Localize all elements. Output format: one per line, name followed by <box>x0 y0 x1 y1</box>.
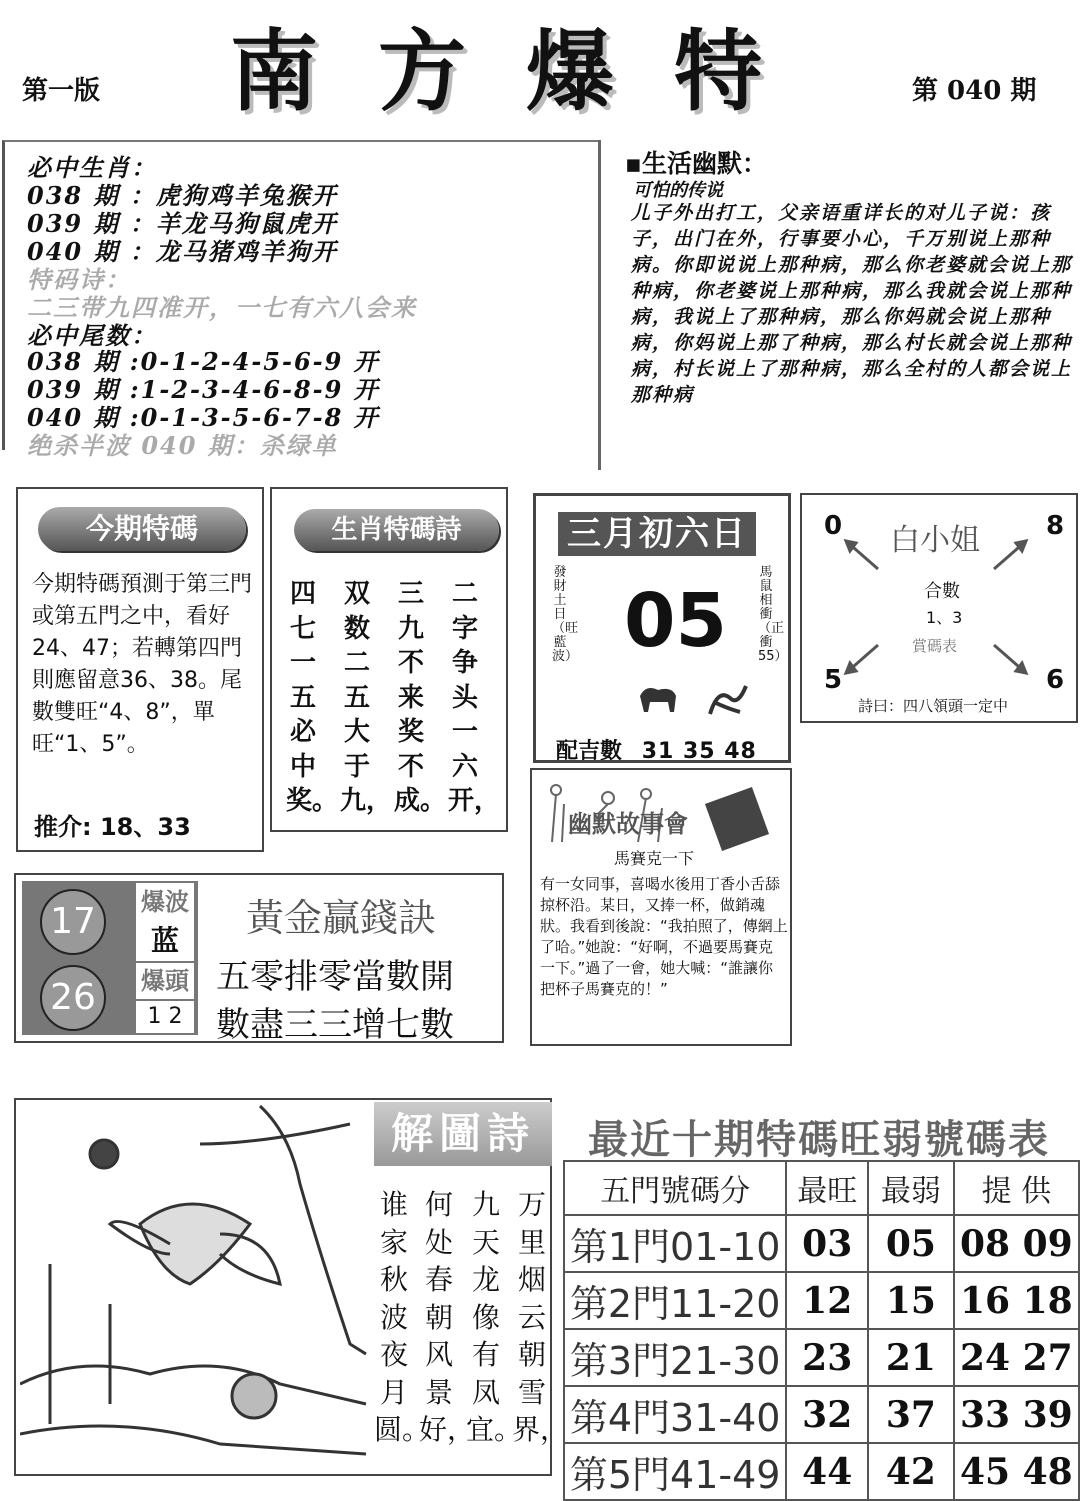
page-title: 南方爆特 <box>230 19 823 123</box>
kill-line: 绝杀半波 040 期：杀绿单 <box>27 431 338 460</box>
table-header: 最弱 <box>868 1161 954 1215</box>
table-header-row <box>564 1161 1079 1215</box>
cold-cell: 37 <box>868 1386 954 1443</box>
tail-line: 040 期 :0-1-3-5-6-7-8 开 <box>27 403 380 432</box>
zodiac-line: 038 期 ：虎狗鸡羊兔猴开 <box>27 181 338 210</box>
humor-subtitle: 可怕的传说 <box>633 180 723 201</box>
table-row <box>564 1386 1079 1443</box>
edition-label: 第一版 <box>22 76 101 106</box>
corner-number: 5 <box>824 665 843 695</box>
calendar-panel <box>533 493 791 763</box>
cold-cell: 05 <box>868 1215 954 1272</box>
head-value: 1 2 <box>136 1001 194 1033</box>
zodiac-line: 040 期 ：龙马猪鸡羊狗开 <box>27 237 338 266</box>
image-poem-panel <box>14 1098 569 1476</box>
gate-cell: 第5門41-49 <box>564 1443 786 1500</box>
miss-bai-panel <box>800 493 1078 723</box>
calendar-day: 05 <box>624 578 727 664</box>
wave-tag: 爆波 <box>136 883 194 921</box>
gold-title: 黃金贏錢訣 <box>246 896 437 940</box>
hot-cell: 23 <box>786 1329 868 1386</box>
lucky-numbers <box>556 734 757 765</box>
table-header: 最旺 <box>786 1161 868 1215</box>
sum-value: 1、3 <box>926 608 963 627</box>
story-text: 有一女同事，喜喝水後用丁香小舌舔掠杯沿。某日，又捧一杯，做銷魂狀。我看到後說：“我拍照了，傳網上了哈。”她說：“好啊，不過要馬賽克一下。”過了一會，她大喊：“誰讓你把杯子馬賽克的！” <box>540 875 788 998</box>
provide-cell: 33 39 <box>954 1386 1079 1443</box>
image-poem-title: 解圖詩 <box>374 1102 552 1166</box>
recommendation <box>34 807 191 842</box>
rec-value: 18、33 <box>99 813 191 841</box>
table-header: 五門號碼分 <box>564 1161 786 1215</box>
cold-cell: 15 <box>868 1272 954 1329</box>
sum-label: 合數 <box>924 581 960 602</box>
gold-panel <box>14 873 504 1043</box>
prediction-text: 今期特碼預測于第三門或第五門之中，看好24、47；若轉第四門則應留意36、38。尾數雙旺“4、8”，單旺“1、5”。 <box>32 572 253 757</box>
prediction-panel <box>16 487 264 852</box>
poem-column: 双数二五大于九， <box>340 579 393 816</box>
story-subtitle: 馬賽克一下 <box>614 849 695 868</box>
poem-column: 四七一五必中奖。 <box>286 579 339 816</box>
gold-line: 五零排零當數開 <box>216 957 454 997</box>
issue-number: 第 040 期 <box>912 76 1037 106</box>
head-tag: 爆頭 <box>136 963 194 999</box>
ox-icon <box>636 682 680 716</box>
dragon-icon <box>704 678 754 722</box>
zodiac-heading: 必中生肖： <box>27 153 157 182</box>
humor-title: ▪生活幽默： <box>625 149 767 178</box>
story-panel <box>530 768 792 1046</box>
miss-bai-poem: 詩曰：四八領頭一定中 <box>858 697 1009 715</box>
humor-panel <box>598 140 1078 470</box>
zodiac-panel <box>2 140 610 460</box>
gate-cell: 第4門31-40 <box>564 1386 786 1443</box>
zodiac-poem-badge: 生肖特碼詩 <box>294 509 499 551</box>
calendar-right-note: 馬鼠相衝（正衝55） <box>758 565 788 664</box>
gold-line: 數盡三三增七數 <box>216 1005 454 1045</box>
table-row <box>564 1443 1079 1500</box>
calendar-left-note: 發財土日（旺藍波） <box>552 565 579 664</box>
hot-cell: 32 <box>786 1386 868 1443</box>
wave-number: 17 <box>40 889 106 955</box>
calendar-date: 三月初六日 <box>558 512 756 556</box>
rec-label: 推介: <box>34 813 92 841</box>
table-title: 最近十期特碼旺弱號碼表 <box>588 1117 1050 1163</box>
miss-bai-title: 白小姐 <box>890 523 980 558</box>
poem-column: 三九不来奖不成。 <box>394 579 447 816</box>
numbers-table <box>563 1160 1080 1501</box>
image-poem-column: 谁家秋波夜月圆。 <box>374 1188 431 1446</box>
cold-cell: 21 <box>868 1329 954 1386</box>
image-poem-column: 万里烟云朝雪界， <box>512 1188 569 1446</box>
hot-cell: 44 <box>786 1443 868 1500</box>
wave-value: 蓝 <box>136 921 194 961</box>
cold-cell: 42 <box>868 1443 954 1500</box>
provide-cell: 16 18 <box>954 1272 1079 1329</box>
hot-cell: 03 <box>786 1215 868 1272</box>
provide-cell: 24 27 <box>954 1329 1079 1386</box>
table-row <box>564 1272 1079 1329</box>
zodiac-line: 039 期 ：羊龙马狗鼠虎开 <box>27 209 338 238</box>
provide-cell: 08 09 <box>954 1215 1079 1272</box>
gate-cell: 第2門11-20 <box>564 1272 786 1329</box>
corner-number: 0 <box>824 511 843 541</box>
sum-note: 賞碼表 <box>912 637 958 655</box>
story-title: 幽默故事會 <box>568 810 688 838</box>
lucky-label: 配吉數 <box>556 738 623 764</box>
humor-text: 儿子外出打工，父亲语重详长的对儿子说：孩子，出门在外，行事要小心，千万别说上那种病。你即说说上那种病，那么你老婆就会说上那种病，你老婆说上那种病，那么我就会说上那种病，我说上了那种病，那么你妈就会说上那种病，你妈说上那了种病，那么村长就会说上那种病，村长说上了那种病，那么全村的人都会说上那种病 <box>631 202 1073 406</box>
image-poem-column: 九天龙像有凤宜。 <box>466 1188 523 1446</box>
poem-label: 特码诗： <box>27 265 131 294</box>
image-poem-column: 何处春朝风景好， <box>419 1188 476 1446</box>
gate-cell: 第3門21-30 <box>564 1329 786 1386</box>
poem-column: 二字争头一六开， <box>448 579 501 816</box>
corner-number: 6 <box>1046 665 1065 695</box>
table-row <box>564 1329 1079 1386</box>
hot-cell: 12 <box>786 1272 868 1329</box>
book-icon <box>705 787 769 851</box>
table-header: 提 供 <box>954 1161 1079 1215</box>
head-number: 26 <box>40 965 106 1031</box>
lucky-values: 31 35 48 <box>641 739 757 764</box>
provide-cell: 45 48 <box>954 1443 1079 1500</box>
tail-line: 038 期 :0-1-2-4-5-6-9 开 <box>27 347 380 376</box>
tail-line: 039 期 :1-2-3-4-6-8-9 开 <box>27 375 380 404</box>
table-row <box>564 1215 1079 1272</box>
tail-heading: 必中尾数： <box>27 321 157 350</box>
prediction-badge: 今期特碼 <box>38 507 246 551</box>
corner-number: 8 <box>1046 511 1065 541</box>
zodiac-poem-panel <box>270 487 508 832</box>
poem-line: 二三带九四准开，一七有六八会来 <box>27 293 417 322</box>
gate-cell: 第1門01-10 <box>564 1215 786 1272</box>
bird-illustration <box>20 1104 370 1470</box>
